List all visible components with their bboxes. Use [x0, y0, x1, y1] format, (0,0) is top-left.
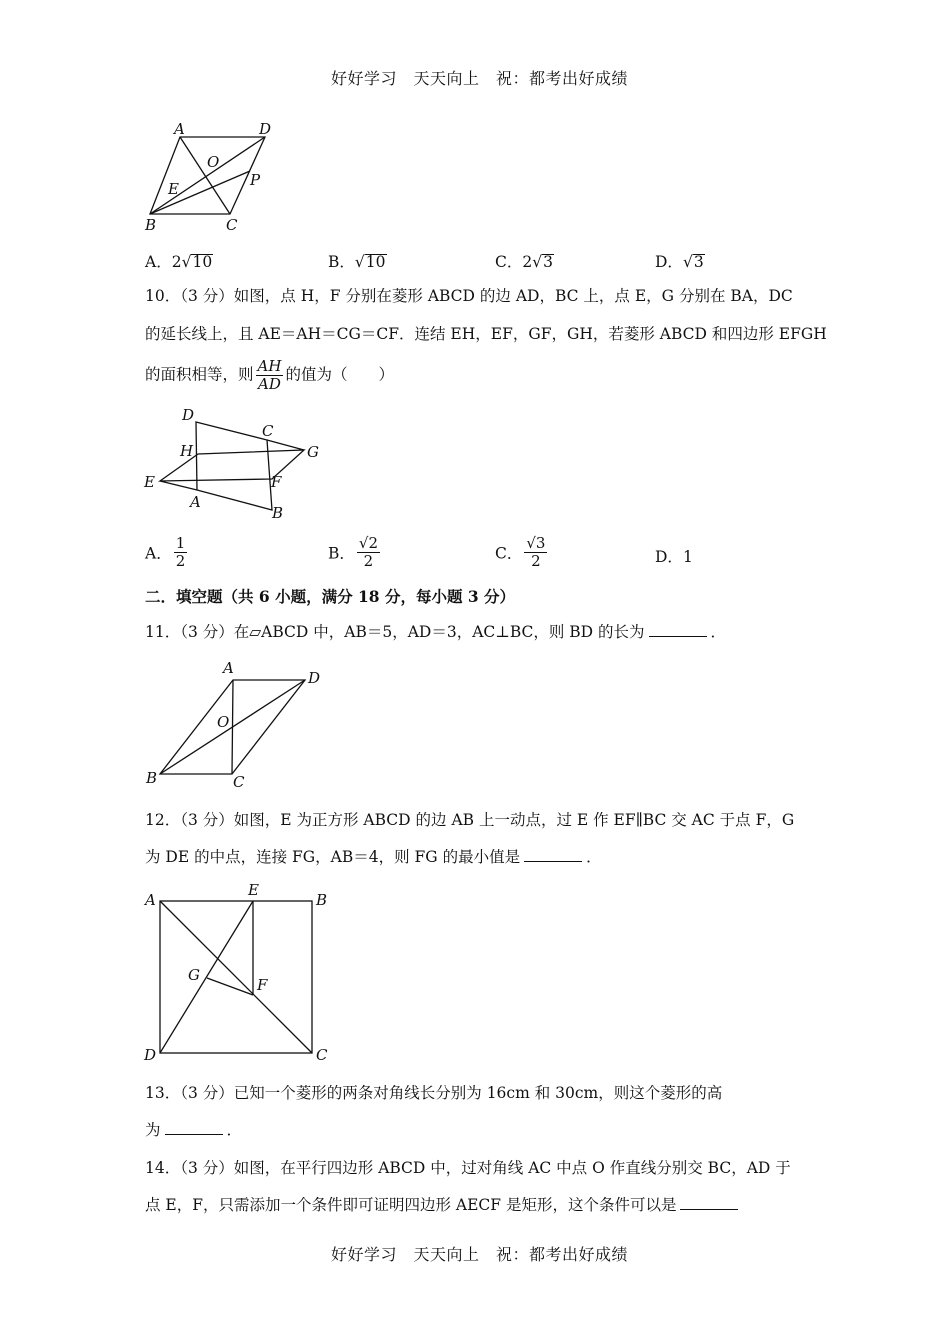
- q9-label-d: D: [259, 120, 272, 138]
- q12-line1: 12．（3 分）如图，E 为正方形 ABCD 的边 AB 上一动点，过 E 作 EF∥BC 交 AC 于点 F，G: [145, 811, 795, 829]
- q11-answer-blank[interactable]: [649, 622, 707, 637]
- q9-segment-bp: [150, 171, 250, 214]
- q13-line2: 为 ．: [145, 1121, 243, 1139]
- q12-label-c: C: [316, 1046, 328, 1064]
- q10-label-h: H: [180, 442, 194, 460]
- q10-ext-cg: [267, 440, 304, 450]
- q12-answer-blank[interactable]: [524, 847, 582, 862]
- q10-line1: 10．（3 分）如图，点 H，F 分别在菱形 ABCD 的边 AD，BC 上，点 E，G 分别在 BA，DC: [145, 287, 793, 305]
- q11-label-d: D: [308, 669, 321, 687]
- q9-figure: [140, 118, 280, 236]
- q9-option-b[interactable]: B．√10: [328, 253, 386, 271]
- q9-label-a: A: [174, 120, 185, 138]
- q12-diagonal-ac: [160, 901, 312, 1053]
- q10-option-b[interactable]: B． $\frac{√2}{2}$: [328, 534, 378, 570]
- q12-label-e: E: [248, 881, 259, 899]
- q12-segment-de: [160, 901, 253, 1053]
- q9-option-a[interactable]: A．2√10: [145, 253, 213, 271]
- q10-option-c[interactable]: C． $\frac{√3}{2}$: [495, 534, 546, 570]
- q14-line1: 14．（3 分）如图，在平行四边形 ABCD 中，过对角线 AC 中点 O 作直线分别交 BC，AD 于: [145, 1159, 791, 1177]
- q10-label-e: E: [144, 473, 155, 491]
- q13-line1: 13．（3 分）已知一个菱形的两条对角线长分别为 16cm 和 30cm，则这个菱形的高: [145, 1084, 723, 1102]
- q9-option-c[interactable]: C．2√3: [495, 253, 554, 271]
- q10-label-b: B: [272, 504, 284, 522]
- q12-label-b: B: [316, 891, 328, 909]
- q12-label-f: F: [257, 976, 268, 994]
- section-2-title: 二．填空题（共 6 小题，满分 18 分，每小题 3 分）: [145, 587, 516, 606]
- q10-label-a: A: [190, 493, 201, 511]
- q9-label-c: C: [226, 216, 238, 234]
- q9-diagonal-ac: [180, 137, 230, 214]
- q12-label-a: A: [145, 891, 156, 909]
- q9-label-b: B: [145, 216, 157, 234]
- q10-line2: 的延长线上，且 AE＝AH＝CG＝CF．连结 EH，EF，GF，GH，若菱形 ABCD 和四边形 EFGH: [145, 325, 827, 343]
- q10-label-c: C: [262, 422, 274, 440]
- q11-text: 11．（3 分）在▱ABCD 中，AB＝5，AD＝3，AC⊥BC，则 BD 的长为 ．: [145, 623, 727, 641]
- q11-figure: [140, 658, 340, 792]
- q14-line2: 点 E，F，只需添加一个条件即可证明四边形 AECF 是矩形，这个条件可以是: [145, 1195, 742, 1215]
- q14-answer-blank[interactable]: [680, 1195, 738, 1210]
- q10-figure: [140, 402, 330, 524]
- q12-label-g: G: [188, 966, 200, 984]
- q9-label-e: E: [168, 180, 179, 198]
- page-footer: 好好学习 天天向上 祝：都考出好成绩: [331, 1245, 629, 1264]
- q11-label-o: O: [217, 713, 230, 731]
- q11-label-b: B: [146, 769, 158, 787]
- q13-answer-blank[interactable]: [165, 1120, 223, 1135]
- q10-option-d[interactable]: D．1: [655, 548, 693, 566]
- q10-ext-ae: [160, 481, 197, 490]
- q11-label-a: A: [223, 659, 234, 677]
- q10-label-g: G: [307, 443, 319, 461]
- q10-label-f: F: [271, 473, 282, 491]
- q10-line3: 的面积相等，则 $\frac{AH}{AD}$ 的值为（ ）: [145, 357, 394, 393]
- q10-rhombus: [196, 422, 272, 510]
- q10-fraction: $\frac{AH}{AD}$: [257, 357, 282, 393]
- q12-figure: [140, 878, 340, 1066]
- q11-label-c: C: [233, 773, 245, 791]
- q12-label-d: D: [144, 1046, 157, 1064]
- q9-option-d[interactable]: D．√3: [655, 253, 704, 271]
- q9-label-o: O: [207, 153, 220, 171]
- q12-line2: 为 DE 的中点，连接 FG，AB＝4，则 FG 的最小值是 ．: [145, 848, 602, 866]
- q10-label-d: D: [182, 406, 195, 424]
- page-header: 好好学习 天天向上 祝：都考出好成绩: [331, 69, 629, 88]
- q10-option-a[interactable]: A． $\frac{1}{2}$: [145, 534, 186, 570]
- q9-label-p: P: [250, 171, 261, 189]
